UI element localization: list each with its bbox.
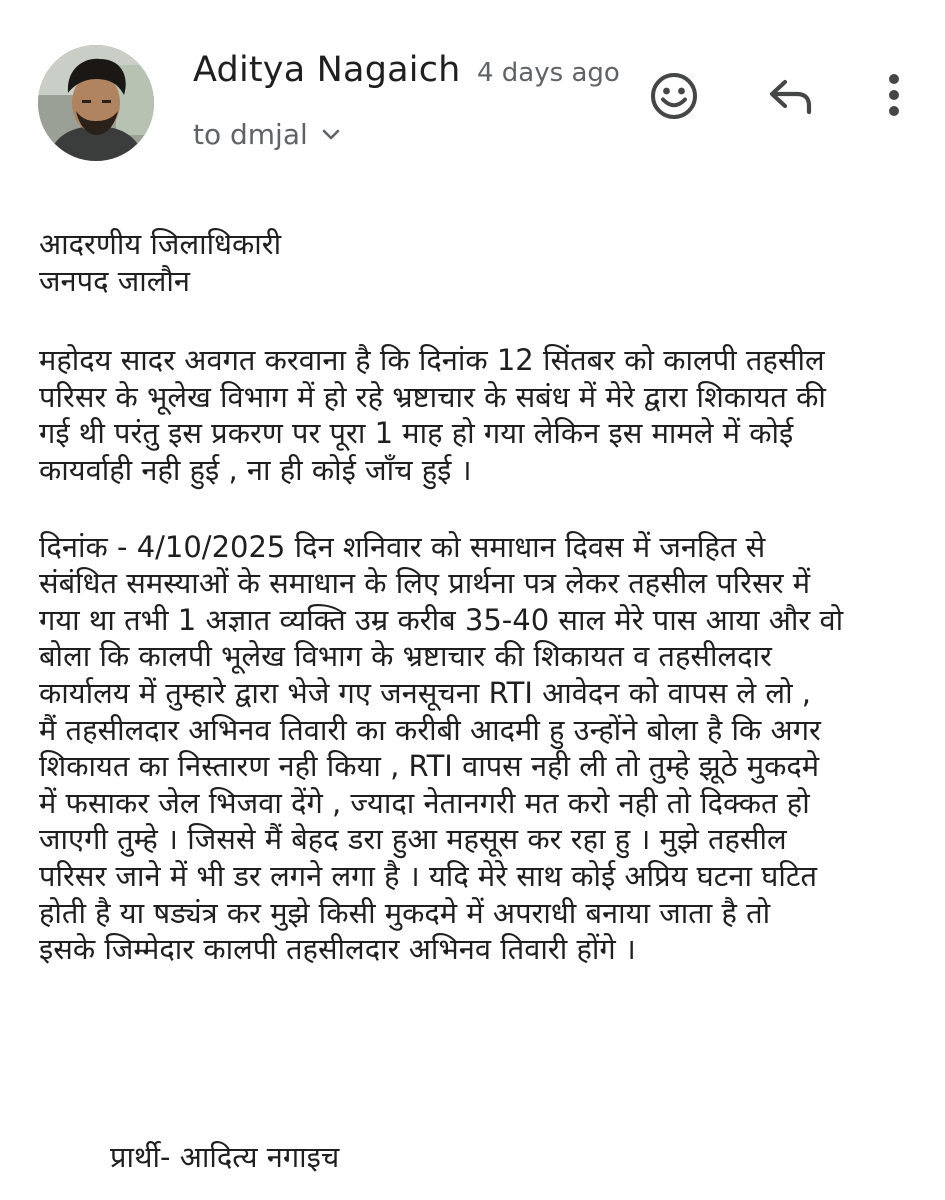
chevron-down-icon <box>320 124 342 146</box>
body-line: कायर्वाही नही हुई , ना ही कोई जाँच हुई । <box>39 452 472 487</box>
body-line: इसके जिम्मेदार कालपी तहसीलदार अभिनव तिवारी होंगे । <box>39 932 636 967</box>
email-header <box>0 0 945 190</box>
sender-name: Aditya Nagaich <box>193 50 461 90</box>
body-line: बोला कि कालपी भूलेख विभाग के भ्रष्टाचार की शिकायत व तहसीलदार <box>39 639 772 674</box>
avatar-photo <box>38 45 154 161</box>
body-line: कार्यालय में तुम्हारे द्वारा भेजे गए जनसूचना RTI आवेदन को वापस ले लो , <box>39 675 812 710</box>
recipient-toggle[interactable] <box>193 114 342 154</box>
emoji-icon <box>648 70 700 122</box>
body-line: में फसाकर जेल भिजवा देंगे , ज्यादा नेतानगरी मत करो नही तो दिक्कत हो <box>39 785 810 820</box>
reply-button[interactable] <box>762 70 820 122</box>
signature: प्रार्थी- आदित्य नगाइच <box>110 1140 340 1174</box>
recipient-label: to dmjal <box>193 117 308 151</box>
body-line: महोदय सादर अवगत करवाना है कि दिनांक 12 सिंतबर को कालपी तहसील <box>39 343 825 378</box>
paragraph-2 <box>39 529 909 968</box>
body-line: परिसर के भूलेख विभाग में हो रहे भ्रष्टाचार के सबंध में मेरे द्वारा शिकायत की <box>39 379 826 414</box>
body-line: शिकायत का निस्तारण नही किया , RTI वापस नही ली तो तुम्हे झूठे मुकदमे <box>39 749 820 784</box>
body-line: गई थी परंतु इस प्रकरण पर पूरा 1 माह हो गया लेकिन इस मामले में कोई <box>39 416 794 451</box>
body-line: मैं तहसीलदार अभिनव तिवारी का करीबी आदमी हु उन्होंने बोला है कि अगर <box>39 712 821 747</box>
more-options-button[interactable] <box>872 66 916 124</box>
body-line: होती है या षड्यंत्र कर मुझे किसी मुकदमे में अपराधी बनाया जाता है तो <box>39 895 771 930</box>
greeting <box>39 226 909 299</box>
greeting-line: आदरणीय जिलाधिकारी <box>39 227 282 261</box>
avatar[interactable] <box>38 45 154 161</box>
add-reaction-button[interactable] <box>646 68 702 124</box>
more-vert-icon <box>886 71 902 119</box>
greeting-line: जनपद जालौन <box>39 263 190 298</box>
paragraph-1 <box>39 342 909 488</box>
sent-time: 4 days ago <box>477 58 620 88</box>
body-line: परिसर जाने में भी डर लगने लगा है । यदि मेरे साथ कोई अप्रिय घटना घटित <box>39 858 818 893</box>
email-body <box>39 226 909 968</box>
body-line: दिनांक - 4/10/2025 दिन शनिवार को समाधान दिवस में जनहित से <box>39 529 766 564</box>
body-line: जाएगी तुम्हे । जिससे मैं बेहद डरा हुआ महसूस कर रहा हु । मुझे तहसील <box>39 822 787 857</box>
reply-icon <box>765 74 817 118</box>
body-line: गया था तभी 1 अज्ञात व्यक्ति उम्र करीब 35-40 साल मेरे पास आया और वो <box>39 602 844 637</box>
body-line: संबंधित समस्याओं के समाधान के लिए प्रार्थना पत्र लेकर तहसील परिसर में <box>39 566 811 601</box>
